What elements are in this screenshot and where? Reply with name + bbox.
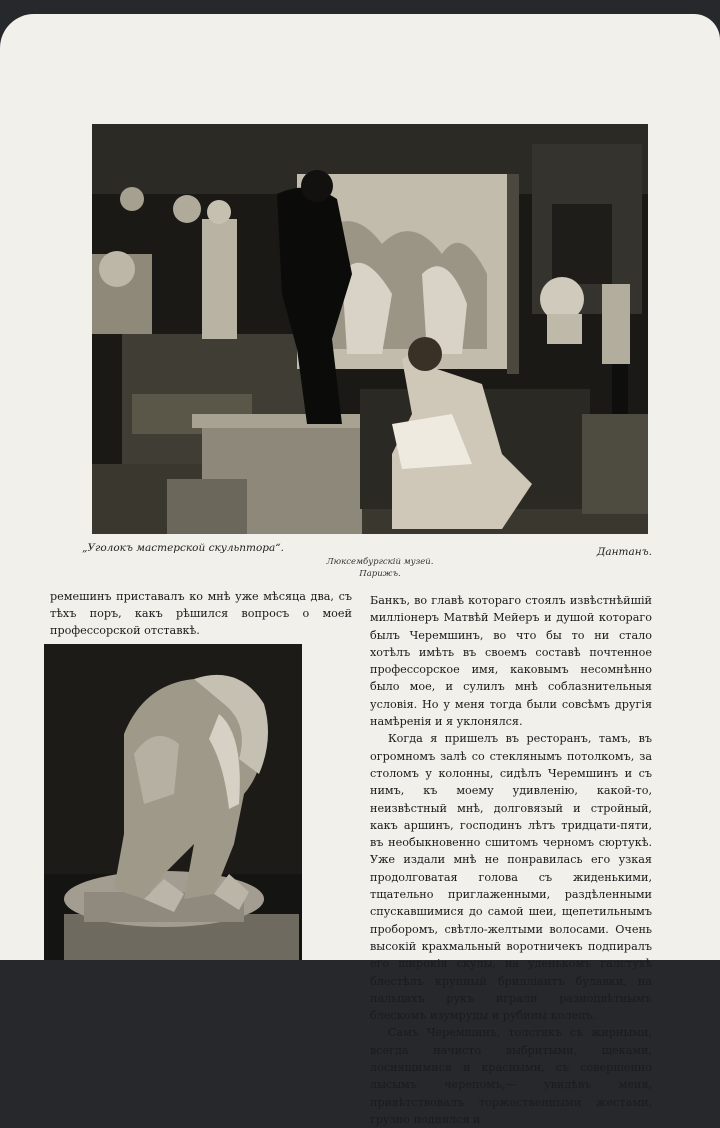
paragraph-2: Когда я пришелъ въ ресторанъ, тамъ, въ огромномъ залѣ со стеклянымъ потолкомъ, за столомъ у колонны, сидѣлъ Черемшинъ и съ нимъ, къ моему удивленію, какой-то, неизвѣстный мнѣ, долговязый и стройный, какъ аршинъ, господинъ лѣтъ тридцати-пяти, въ необыкновенно сшитомъ черномъ сюртукѣ. Уже издали мнѣ не понравилась его узкая продолговатая голова съ жиденькими, тщательно приглаженными, раздѣленными спускавшимися до самой шеи, щепетильнымъ проборомъ, свѣтло-желтыми волосами. Очень высокій крахмальный воротничекъ подпиралъ его широкія скулы, на уденькомъ галстухѣ блестѣлъ крупный брилліантъ булавки, на пальцахъ рукъ играли разноцвѣтнымъ блескомъ изумруды и рубины колецъ. [370,732,652,1023]
caption-title: „Уголокъ мастерской скульптора“. [82,542,284,554]
paragraph-3: Самъ Черемшинъ, толстякъ съ жирными, всегда начисто выбритыми, щеками, лоснящимися и красными, съ совершенно лысымъ черепомъ,— увидѣвъ меня, привѣтствовалъ торжественными жестами, грузно поднялся и [370,1026,652,1126]
left-column-text: ремешинъ приставалъ ко мнѣ уже мѣсяца два, съ тѣхъ поръ, какъ рѣшился вопросъ о моей профессорской отставкѣ. [50,590,352,638]
right-column-text [370,592,652,1128]
caption-author: Дантанъ. [596,546,652,558]
sculpture-photo-drawing [44,644,302,960]
photo-caption [70,542,660,586]
magazine-page [0,14,720,1126]
caption-source-city: Парижъ. [359,569,401,579]
caption-source [320,556,440,580]
sculptor-studio-photo [92,124,648,534]
paragraph-1: Банкъ, во главѣ котораго стоялъ извѣстнѣйшій милліонеръ Матвѣй Мейеръ и душой котораго былъ Черемшинъ, во что бы то ни стало хотѣлъ имѣть въ своемъ составѣ почтенное профессорское имя, каковымъ несомнѣнно было мое, и сулилъ мнѣ соблазнительныя условія. Но у меня тогда были совсѣмъ другія намѣренія и я уклонялся. [370,594,652,729]
sculpture-photo [44,644,302,960]
caption-source-museum: Люксембургскій музей. [326,557,434,567]
studio-photo-drawing [92,124,648,534]
